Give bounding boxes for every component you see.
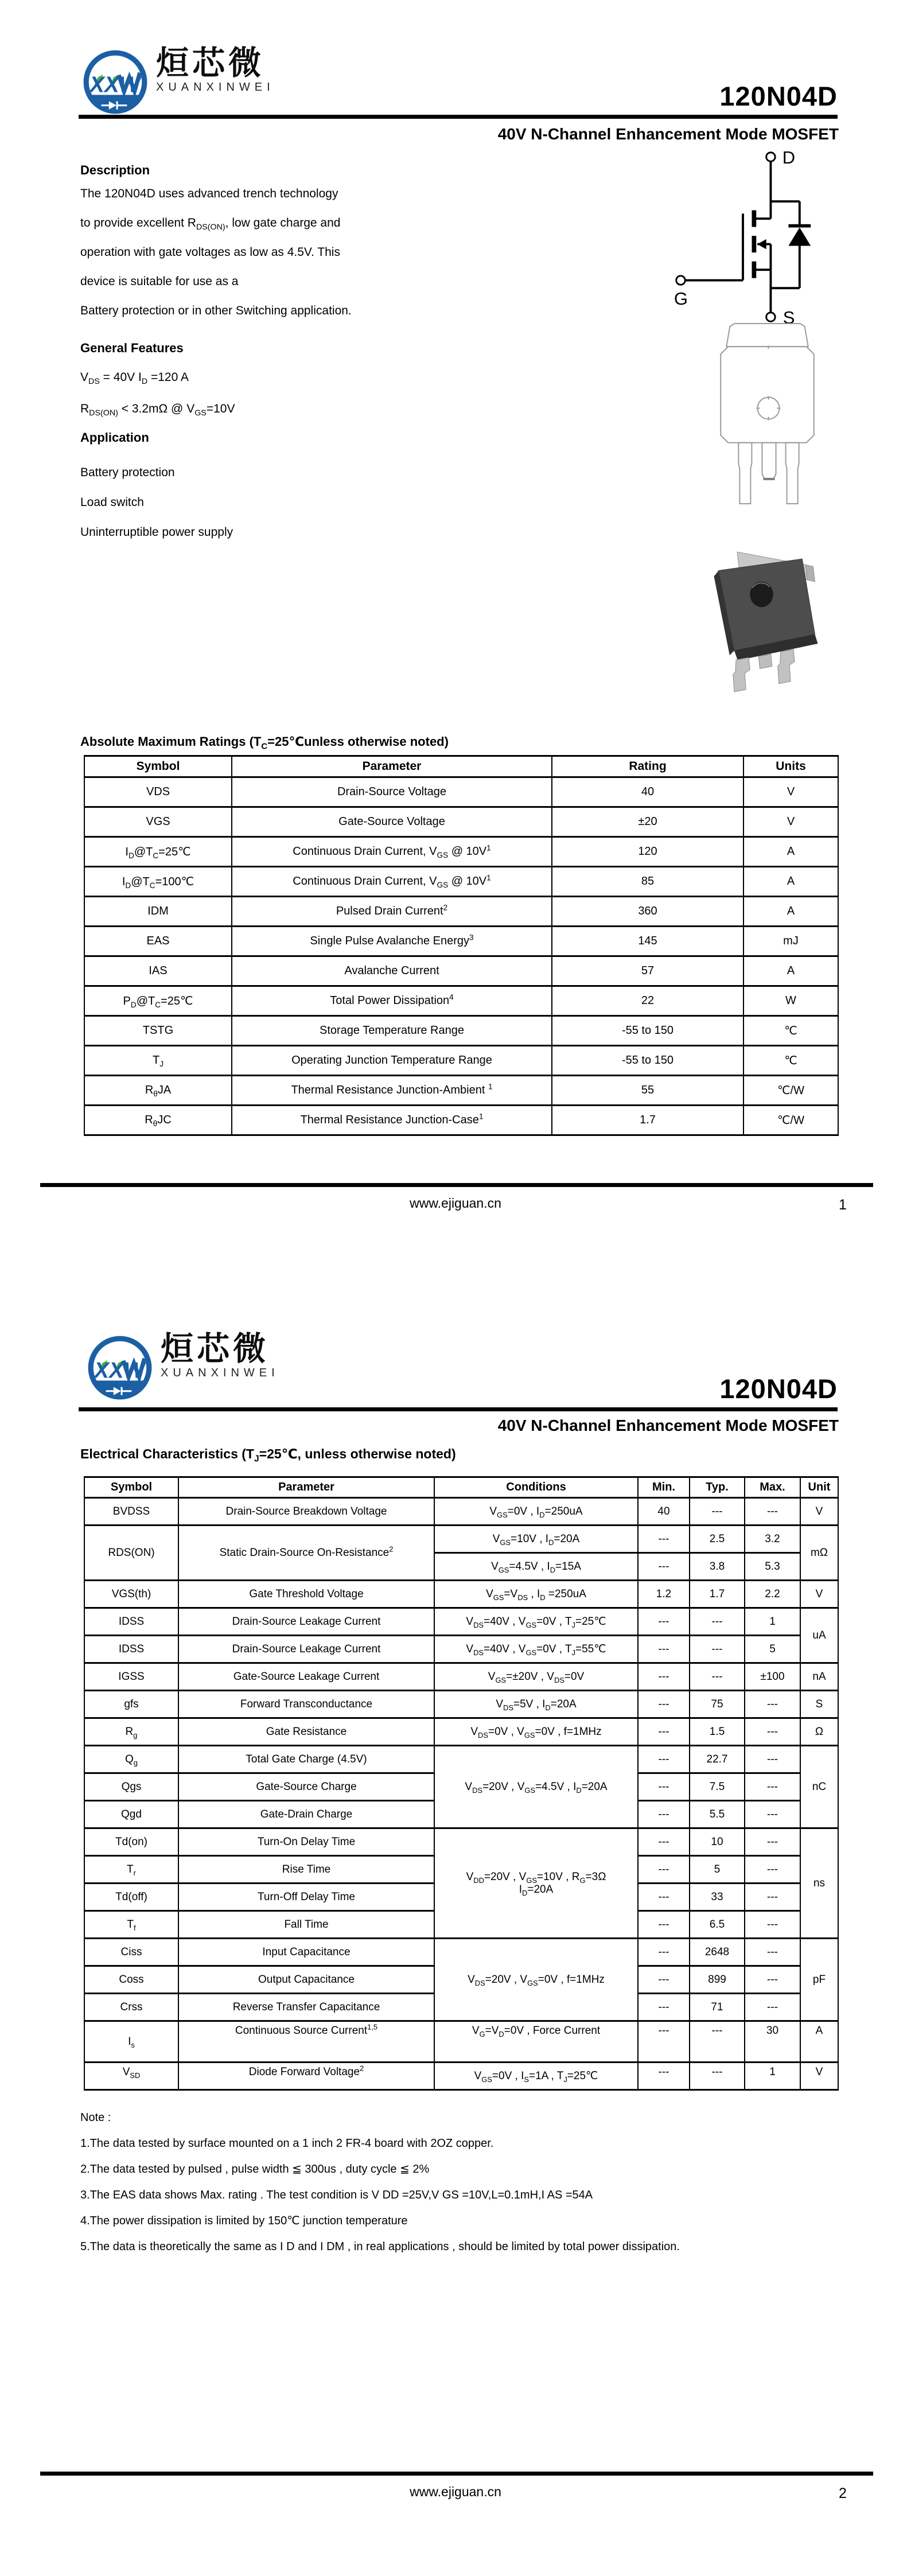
cell-parameter: Continuous Source Current$^{1,5}$ — [178, 2021, 434, 2063]
cell-max: 5 — [745, 1636, 800, 1663]
cell-units: A — [743, 837, 838, 867]
brand-logo — [85, 1330, 279, 1403]
brand-name-cn: 烜芯微 — [156, 44, 264, 82]
note-item: 3.The EAS data shows Max. rating . The test condition is V DD =25V,V GS =10V,L=0.1mH,I AS =54A — [80, 2189, 593, 2201]
cell-max: --- — [745, 1773, 800, 1801]
terminal-label-s: S — [782, 308, 795, 326]
cell-symbol: IGSS — [84, 1663, 178, 1691]
brand-logo — [80, 44, 275, 117]
ec-title: Electrical Characteristics ($T_J=25℃$, unless otherwise noted) — [80, 1446, 456, 1464]
cell-symbol: VDS — [84, 777, 232, 807]
table-row — [84, 1016, 838, 1046]
application-list — [80, 458, 233, 547]
cell-parameter: Gate-Drain Charge — [178, 1801, 434, 1828]
cell-conditions: $V_{GS}=4.5V$ , $I_D=15A$ — [434, 1553, 638, 1581]
cell-unit: V — [800, 1581, 838, 1608]
cell-unit: nA — [800, 1663, 838, 1691]
cell-parameter: Total Power Dissipation$^4$ — [232, 986, 552, 1016]
column-header: Conditions — [434, 1477, 638, 1498]
cell-symbol: VGS(th) — [84, 1581, 178, 1608]
cell-symbol: IDM — [84, 897, 232, 927]
cell-min: --- — [638, 1608, 690, 1636]
cell-symbol: Crss — [84, 1994, 178, 2021]
cell-max: --- — [745, 1884, 800, 1911]
cell-typ: --- — [690, 2063, 745, 2090]
package-lead — [733, 657, 750, 692]
cell-min: --- — [638, 1966, 690, 1994]
cell-conditions: $V_G=V_D=0V$ , Force Current — [434, 2021, 638, 2063]
note-item: 1.The data tested by surface mounted on a 1 inch 2 FR-4 board with 2OZ copper. — [80, 2137, 494, 2150]
table-row — [84, 1636, 838, 1663]
table-row — [84, 777, 838, 807]
footer-rule — [40, 2472, 873, 2476]
column-header: Max. — [745, 1477, 800, 1498]
cell-parameter: Pulsed Drain Current$^2$ — [232, 897, 552, 927]
column-header: Unit — [800, 1477, 838, 1498]
cell-typ: 2648 — [690, 1939, 745, 1966]
cell-unit: Ω — [800, 1718, 838, 1746]
cell-max: --- — [745, 1939, 800, 1966]
condition-line: $I_D=20A$ — [519, 1883, 554, 1897]
table-row — [84, 897, 838, 927]
table-row — [84, 1828, 838, 1856]
logo-monogram: XXW — [89, 72, 141, 98]
table-row — [84, 2063, 838, 2090]
cell-min: --- — [638, 1801, 690, 1828]
cell-symbol: $T_J$ — [84, 1046, 232, 1076]
cell-parameter: Thermal Resistance Junction-Ambient $^1$ — [232, 1076, 552, 1106]
notes-heading: Note : — [80, 2111, 111, 2124]
cell-symbol: gfs — [84, 1691, 178, 1718]
cell-symbol: IAS — [84, 956, 232, 986]
table-row — [84, 1746, 838, 1773]
cell-max: ±100 — [745, 1663, 800, 1691]
cell-parameter: Drain-Source Breakdown Voltage — [178, 1498, 434, 1526]
cell-unit: S — [800, 1691, 838, 1718]
cell-symbol: EAS — [84, 927, 232, 956]
description-heading: Description — [80, 163, 150, 177]
cell-rating: 120 — [552, 837, 743, 867]
table-row — [84, 1939, 838, 1966]
package-lead — [778, 649, 795, 684]
cell-rating: 57 — [552, 956, 743, 986]
description-line: The 120N04D uses advanced trench technology — [80, 187, 338, 200]
cell-min: 1.2 — [638, 1581, 690, 1608]
cell-units: ℃/W — [743, 1076, 838, 1106]
cell-units: mJ — [743, 927, 838, 956]
page-subtitle: 40V N-Channel Enhancement Mode MOSFET — [497, 125, 839, 143]
cell-typ: 3.8 — [690, 1553, 745, 1581]
cell-typ: 22.7 — [690, 1746, 745, 1773]
table-row — [84, 837, 838, 867]
cell-parameter: Drain-Source Leakage Current — [178, 1608, 434, 1636]
description-line: Battery protection or in other Switching application. — [80, 304, 352, 317]
cell-rating: ±20 — [552, 807, 743, 837]
header-rule — [79, 1407, 838, 1411]
cell-rating: 40 — [552, 777, 743, 807]
column-header: Min. — [638, 1477, 690, 1498]
cell-max: --- — [745, 1994, 800, 2021]
description-line: device is suitable for use as a — [80, 275, 239, 288]
note-item: 4.The power dissipation is limited by 150℃ junction temperature — [80, 2215, 408, 2227]
application-item: Uninterruptible power supply — [80, 526, 233, 539]
table-row — [84, 807, 838, 837]
cell-min: --- — [638, 1939, 690, 1966]
cell-units: ℃/W — [743, 1106, 838, 1135]
mosfet-arrow — [757, 239, 766, 249]
cell-rating: 360 — [552, 897, 743, 927]
cell-parameter: Continuous Drain Current, $V_{GS}$ @ $10V^1$ — [232, 867, 552, 897]
feature-item: $R_{DS(ON)} < 3.2m\Omega$ @ $V_{GS}=10V$ — [80, 402, 235, 418]
column-header: Rating — [552, 756, 743, 777]
footer-page-number: 1 — [839, 1197, 847, 1213]
application-item: Load switch — [80, 496, 144, 509]
package-photo — [701, 546, 826, 700]
cell-min: --- — [638, 1526, 690, 1553]
cell-symbol: $V_{SD}$ — [84, 2063, 178, 2090]
table-row — [84, 1581, 838, 1608]
cell-parameter: Total Gate Charge (4.5V) — [178, 1746, 434, 1773]
cell-typ: 7.5 — [690, 1773, 745, 1801]
brand-logo-icon — [80, 47, 150, 117]
feature-item: $V_{DS} = 40V$ $I_D =120$ A — [80, 371, 189, 387]
table-row — [84, 956, 838, 986]
cell-symbol: Ciss — [84, 1939, 178, 1966]
table-row — [84, 1663, 838, 1691]
cell-max: --- — [745, 1691, 800, 1718]
brand-name-en: XUANXINWEI — [156, 81, 275, 94]
footer-website: www.ejiguan.cn — [410, 2484, 501, 2499]
cell-conditions: $V_{DS}=0V$ , $V_{GS}=0V$ , f=1MHz — [434, 1718, 638, 1746]
logo-monogram: XXW — [94, 1358, 145, 1383]
table-row — [84, 1691, 838, 1718]
cell-symbol: $P_D@T_C=25℃$ — [84, 986, 232, 1016]
terminal-label-d: D — [782, 148, 796, 168]
cell-min: 40 — [638, 1498, 690, 1526]
cell-unit: nC — [800, 1746, 838, 1828]
column-header: Units — [743, 756, 838, 777]
cell-min: --- — [638, 2021, 690, 2063]
cell-parameter: Gate Resistance — [178, 1718, 434, 1746]
description-line: to provide excellent $R_{DS(ON)}$, low gate charge and — [80, 216, 341, 232]
cell-typ: 2.5 — [690, 1526, 745, 1553]
cell-symbol: IDSS — [84, 1608, 178, 1636]
brand-name-en: XUANXINWEI — [161, 1367, 279, 1379]
cell-units: V — [743, 807, 838, 837]
cell-max: 1 — [745, 2063, 800, 2090]
table-row — [84, 1608, 838, 1636]
cell-parameter: Gate-Source Charge — [178, 1773, 434, 1801]
application-item: Battery protection — [80, 466, 175, 479]
part-number: 120N04D — [719, 1373, 838, 1404]
terminal-label-g: G — [673, 289, 688, 309]
cell-parameter: Continuous Drain Current, $V_{GS}$ @ $10V^1$ — [232, 837, 552, 867]
condition-line: $V_{DD}=20V$ , $V_{GS}=10V$ , $R_G=3\Omega$ — [466, 1870, 606, 1885]
table-row — [84, 1526, 838, 1553]
cell-parameter: Static Drain-Source On-Resistance$^2$ — [178, 1526, 434, 1581]
cell-max: --- — [745, 1966, 800, 1994]
cell-typ: 899 — [690, 1966, 745, 1994]
cell-symbol: Coss — [84, 1966, 178, 1994]
cell-symbol: $I_s$ — [84, 2021, 178, 2063]
cell-units: ℃ — [743, 1046, 838, 1076]
cell-max: --- — [745, 1498, 800, 1526]
cell-parameter: Operating Junction Temperature Range — [232, 1046, 552, 1076]
cell-rating: -55 to 150 — [552, 1046, 743, 1076]
cell-min: --- — [638, 1553, 690, 1581]
cell-rating: 22 — [552, 986, 743, 1016]
cell-units: A — [743, 897, 838, 927]
cell-unit: ns — [800, 1828, 838, 1939]
cell-symbol: Td(on) — [84, 1828, 178, 1856]
table-row — [84, 1106, 838, 1135]
cell-symbol: $I_D@T_C=25℃$ — [84, 837, 232, 867]
footer-rule — [40, 1183, 873, 1187]
cell-typ: 10 — [690, 1828, 745, 1856]
cell-rating: -55 to 150 — [552, 1016, 743, 1046]
table-row — [84, 1076, 838, 1106]
column-header: Typ. — [690, 1477, 745, 1498]
cell-min: --- — [638, 1663, 690, 1691]
description-line: operation with gate voltages as low as 4.5V. This — [80, 246, 340, 259]
cell-unit: mΩ — [800, 1526, 838, 1581]
column-header: Symbol — [84, 756, 232, 777]
cell-max: 3.2 — [745, 1526, 800, 1553]
cell-conditions: $V_{DS}=5V$ , $I_D=20A$ — [434, 1691, 638, 1718]
body-diode — [788, 228, 811, 246]
cell-unit: V — [800, 1498, 838, 1526]
cell-max: 2.2 — [745, 1581, 800, 1608]
ec-table — [84, 1476, 839, 2091]
cell-conditions: $V_{GS}=10V$ , $I_D=20A$ — [434, 1526, 638, 1553]
cell-symbol: IDSS — [84, 1636, 178, 1663]
cell-units: W — [743, 986, 838, 1016]
cell-conditions: $V_{DS}=20V$ , $V_{GS}=0V$ , f=1MHz — [434, 1939, 638, 2021]
cell-parameter: Storage Temperature Range — [232, 1016, 552, 1046]
cell-typ: 5 — [690, 1856, 745, 1884]
amr-table — [84, 755, 839, 1136]
cell-max: --- — [745, 1718, 800, 1746]
cell-parameter: Avalanche Current — [232, 956, 552, 986]
ec-header-row — [84, 1477, 838, 1498]
cell-units: ℃ — [743, 1016, 838, 1046]
cell-typ: 6.5 — [690, 1911, 745, 1939]
cell-symbol: Td(off) — [84, 1884, 178, 1911]
cell-unit: pF — [800, 1939, 838, 2021]
cell-parameter: Output Capacitance — [178, 1966, 434, 1994]
amr-title: Absolute Maximum Ratings ($T_C=25℃unless$ otherwise noted) — [80, 734, 449, 752]
cell-typ: 71 — [690, 1994, 745, 2021]
mosfet-symbol-diagram — [654, 148, 832, 326]
header-rule — [79, 115, 838, 119]
cell-unit: A — [800, 2021, 838, 2063]
cell-max: 5.3 — [745, 1553, 800, 1581]
package-lead — [758, 654, 772, 668]
cell-typ: --- — [690, 1608, 745, 1636]
cell-max: 1 — [745, 1608, 800, 1636]
cell-symbol: $I_D@T_C=100℃$ — [84, 867, 232, 897]
footer-website: www.ejiguan.cn — [410, 1196, 501, 1211]
cell-typ: --- — [690, 1636, 745, 1663]
cell-typ: 75 — [690, 1691, 745, 1718]
cell-units: A — [743, 867, 838, 897]
page-subtitle: 40V N-Channel Enhancement Mode MOSFET — [497, 1417, 839, 1434]
cell-symbol: $T_r$ — [84, 1856, 178, 1884]
cell-min: --- — [638, 1911, 690, 1939]
cell-symbol: VGS — [84, 807, 232, 837]
cell-max: --- — [745, 1856, 800, 1884]
cell-min: --- — [638, 1884, 690, 1911]
cell-parameter: Rise Time — [178, 1856, 434, 1884]
cell-parameter: Single Pulse Avalanche Energy$^3$ — [232, 927, 552, 956]
cell-max: --- — [745, 1911, 800, 1939]
cell-unit: uA — [800, 1608, 838, 1663]
cell-parameter: Drain-Source Voltage — [232, 777, 552, 807]
cell-parameter: Diode Forward Voltage$^2$ — [178, 2063, 434, 2090]
cell-max: --- — [745, 1746, 800, 1773]
cell-max: --- — [745, 1828, 800, 1856]
table-row — [84, 867, 838, 897]
features-list — [80, 361, 235, 425]
cell-min: --- — [638, 2063, 690, 2090]
cell-conditions: $V_{DS}=40V$ , $V_{GS}=0V$ , $T_J=55℃$ — [434, 1636, 638, 1663]
cell-min: --- — [638, 1856, 690, 1884]
table-row — [84, 1046, 838, 1076]
cell-units: V — [743, 777, 838, 807]
cell-typ: --- — [690, 1663, 745, 1691]
cell-units: A — [743, 956, 838, 986]
cell-parameter: Gate-Source Voltage — [232, 807, 552, 837]
cell-symbol: TSTG — [84, 1016, 232, 1046]
cell-min: --- — [638, 1828, 690, 1856]
note-item: 5.The data is theoretically the same as I D and I DM , in real applications , should be limited by total power dissipation. — [80, 2240, 680, 2253]
datasheet-page-2 — [0, 1288, 911, 2576]
table-row — [84, 927, 838, 956]
cell-parameter: Gate Threshold Voltage — [178, 1581, 434, 1608]
cell-symbol: RDS(ON) — [84, 1526, 178, 1581]
brand-logo-icon — [85, 1333, 155, 1403]
cell-symbol: $R_g$ — [84, 1718, 178, 1746]
cell-parameter: Gate-Source Leakage Current — [178, 1663, 434, 1691]
features-heading: General Features — [80, 341, 184, 355]
cell-conditions: $V_{GS}=V_{DS}$ , $I_D =250uA$ — [434, 1581, 638, 1608]
cell-parameter: Fall Time — [178, 1911, 434, 1939]
cell-rating: 1.7 — [552, 1106, 743, 1135]
cell-parameter: Thermal Resistance Junction-Case$^1$ — [232, 1106, 552, 1135]
cell-conditions: $V_{GS}=0V$ , $I_D=250uA$ — [434, 1498, 638, 1526]
cell-parameter: Turn-Off Delay Time — [178, 1884, 434, 1911]
cell-symbol: $T_f$ — [84, 1911, 178, 1939]
column-header: Symbol — [84, 1477, 178, 1498]
cell-typ: 1.5 — [690, 1718, 745, 1746]
cell-conditions: $V_{GS}=\pm 20V$ , $V_{DS}=0V$ — [434, 1663, 638, 1691]
table-row — [84, 986, 838, 1016]
cell-parameter: Drain-Source Leakage Current — [178, 1636, 434, 1663]
cell-unit: V — [800, 2063, 838, 2090]
part-number: 120N04D — [719, 81, 838, 111]
cell-min: --- — [638, 1994, 690, 2021]
note-item: 2.The data tested by pulsed , pulse width ≦ 300us , duty cycle ≦ 2% — [80, 2163, 430, 2176]
cell-parameter: Reverse Transfer Capacitance — [178, 1994, 434, 2021]
application-heading: Application — [80, 430, 149, 445]
cell-min: --- — [638, 1718, 690, 1746]
cell-parameter: Turn-On Delay Time — [178, 1828, 434, 1856]
cell-symbol: $R_\theta JA$ — [84, 1076, 232, 1106]
description-text — [80, 179, 352, 325]
cell-max: 30 — [745, 2021, 800, 2063]
cell-typ: --- — [690, 1498, 745, 1526]
table-row — [84, 1718, 838, 1746]
cell-symbol: $R_\theta JC$ — [84, 1106, 232, 1135]
footer-page-number: 2 — [839, 2485, 847, 2501]
cell-conditions — [434, 1828, 638, 1939]
cell-rating: 55 — [552, 1076, 743, 1106]
cell-typ: 1.7 — [690, 1581, 745, 1608]
cell-typ: 5.5 — [690, 1801, 745, 1828]
cell-conditions: $V_{DS}=20V$ , $V_{GS}=4.5V$ , $I_D=20A$ — [434, 1746, 638, 1828]
cell-rating: 145 — [552, 927, 743, 956]
cell-parameter: Forward Transconductance — [178, 1691, 434, 1718]
cell-conditions: $V_{DS}=40V$ , $V_{GS}=0V$ , $T_J=25℃$ — [434, 1608, 638, 1636]
table-row — [84, 1498, 838, 1526]
cell-symbol: $Q_g$ — [84, 1746, 178, 1773]
amr-header-row — [84, 756, 838, 777]
cell-max: --- — [745, 1801, 800, 1828]
notes-section — [80, 2105, 872, 2260]
column-header: Parameter — [232, 756, 552, 777]
cell-min: --- — [638, 1773, 690, 1801]
brand-name-cn: 烜芯微 — [161, 1330, 269, 1368]
cell-symbol: Qgd — [84, 1801, 178, 1828]
cell-min: --- — [638, 1746, 690, 1773]
cell-min: --- — [638, 1691, 690, 1718]
cell-symbol: Qgs — [84, 1773, 178, 1801]
cell-symbol: BVDSS — [84, 1498, 178, 1526]
cell-rating: 85 — [552, 867, 743, 897]
mounting-hole — [750, 582, 773, 607]
cell-parameter: Input Capacitance — [178, 1939, 434, 1966]
cell-typ: --- — [690, 2021, 745, 2063]
column-header: Parameter — [178, 1477, 434, 1498]
cell-min: --- — [638, 1636, 690, 1663]
package-outline-drawing — [713, 320, 825, 513]
table-row — [84, 2021, 838, 2063]
cell-conditions: $V_{GS}=0V$ , $I_S=1A$ , $T_J=25℃$ — [434, 2063, 638, 2090]
cell-typ: 33 — [690, 1884, 745, 1911]
